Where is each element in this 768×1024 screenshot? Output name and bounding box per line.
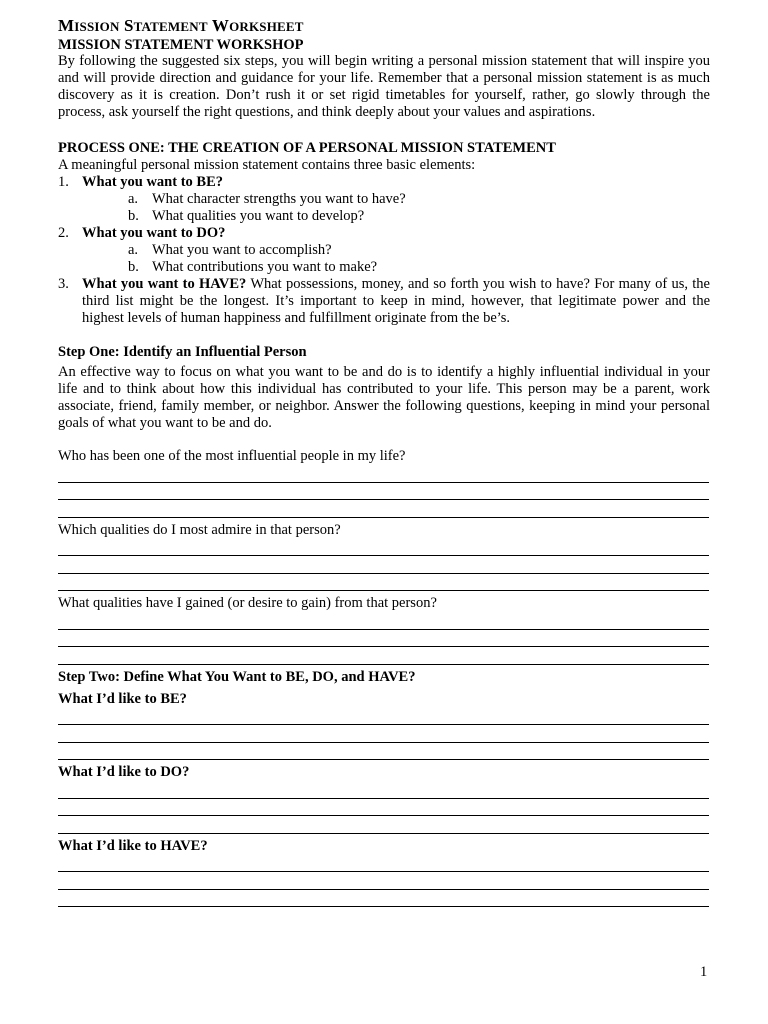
process-one-lead: A meaningful personal mission statement contains three basic elements: (58, 157, 476, 173)
answer-line[interactable] (58, 781, 709, 799)
page-number: 1 (700, 964, 708, 980)
list-item: a. What character strengths you want to have? (128, 191, 406, 207)
list-item-be: 1. What you want to BE? a. What character strengths you want to have? b. What qualities you want to develop? (58, 174, 710, 225)
page-subtitle: MISSION STATEMENT WORKSHOP (58, 37, 304, 53)
answer-line[interactable] (58, 708, 709, 726)
list-item-do: 2. What you want to DO? a. What you want to accomplish? b. What contributions you want to make? (58, 225, 710, 276)
list-item-have: 3. What you want to HAVE? What possessions, money, and so forth you wish to have? For many of us, the third list might be the longest. It’s important to keep in mind, however, that legitimate power and the highest levels of human happiness and fulfillment originate from the be’s. (58, 276, 710, 326)
step-two-heading: Step Two: Define What You Want to BE, DO, and HAVE? (58, 668, 416, 685)
question-gained-qualities: What qualities have I gained (or desire to gain) from that person? (58, 595, 437, 611)
question-influential-person: Who has been one of the most influential people in my life? (58, 448, 406, 464)
do-heading: What I’d like to DO? (58, 764, 190, 780)
answer-line[interactable] (58, 890, 709, 908)
answer-line[interactable] (58, 816, 709, 834)
answer-line[interactable] (58, 630, 709, 648)
answer-line[interactable] (58, 855, 709, 873)
have-heading: What I’d like to HAVE? (58, 837, 208, 854)
be-heading: What I’d like to BE? (58, 690, 187, 707)
intro-paragraph: By following the suggested six steps, you will begin writing a personal mission statement that will inspire you and will provide direction and guidance for your life. Remember that a personal mission statement is as much discovery as it is creation. Don’t rush it or set rigid timetables for yourself, rather, go slowly through the process, ask yourself the right questions, and think deeply about your values and aspirations. (58, 53, 710, 120)
answer-line[interactable] (58, 500, 709, 518)
step-one-text: An effective way to focus on what you want to be and do is to identify a highly influential individual in your life and to think about how this individual has contributed to your life. This person may be a parent, work associate, friend, family member, or neighbor. Answer the following questions, keeping in mind your personal goals of what you want to be and do. (58, 364, 710, 431)
answer-line[interactable] (58, 483, 709, 501)
answer-line[interactable] (58, 612, 709, 630)
answer-line[interactable] (58, 725, 709, 743)
worksheet-page (58, 16, 710, 907)
answer-line[interactable] (58, 872, 709, 890)
answer-line[interactable] (58, 556, 709, 574)
answer-line[interactable] (58, 539, 709, 557)
question-admired-qualities: Which qualities do I most admire in that person? (58, 521, 341, 538)
list-item: b. What qualities you want to develop? (128, 208, 365, 224)
list-item: b. What contributions you want to make? (128, 259, 378, 275)
sublist-do (82, 242, 710, 276)
answer-line[interactable] (58, 574, 709, 592)
process-one-heading: PROCESS ONE: THE CREATION OF A PERSONAL MISSION STATEMENT (58, 140, 556, 156)
answer-line[interactable] (58, 647, 709, 665)
list-item: a. What you want to accomplish? (128, 242, 332, 258)
page-title: MISSION STATEMENT WORKSHEET (58, 16, 304, 35)
elements-list (58, 174, 710, 327)
answer-line[interactable] (58, 799, 709, 817)
answer-line[interactable] (58, 465, 709, 483)
answer-line[interactable] (58, 743, 709, 761)
step-one-heading: Step One: Identify an Influential Person (58, 344, 307, 360)
sublist-be (82, 191, 710, 225)
